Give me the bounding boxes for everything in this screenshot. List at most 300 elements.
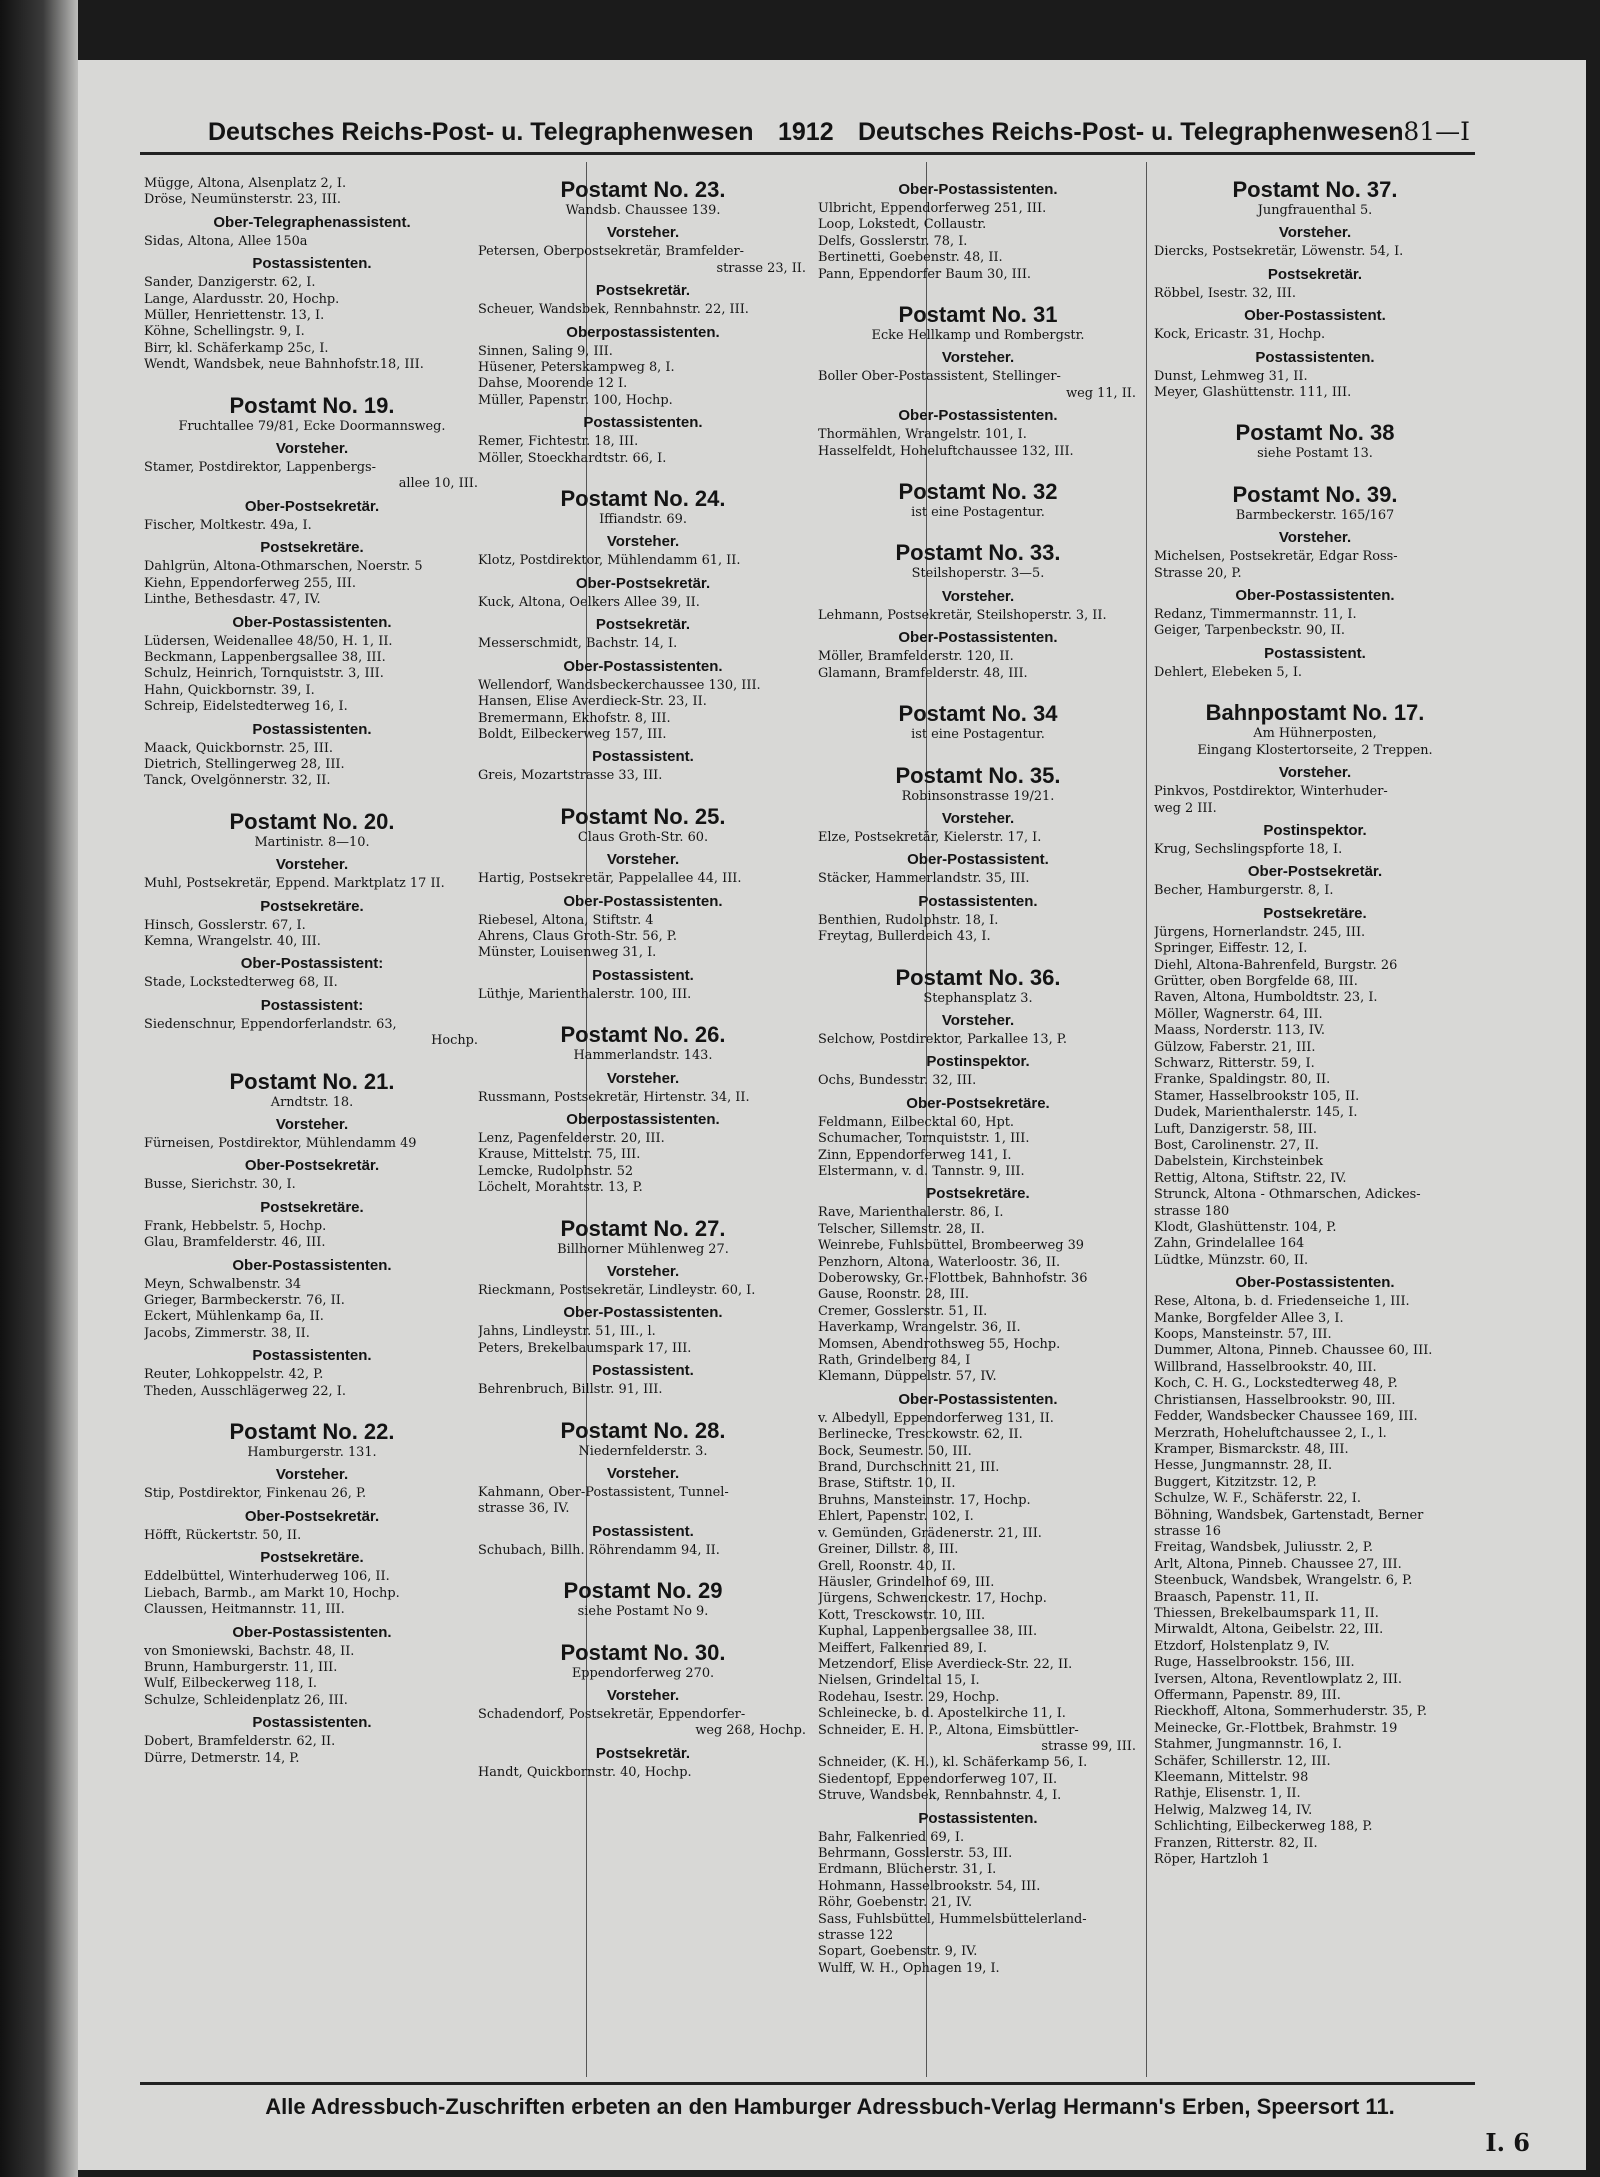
publisher-footer: Alle Adressbuch-Zuschriften erbeten an den Hamburger Adressbuch-Verlag Hermann's Erben, Speersort 11. bbox=[265, 2094, 1395, 2119]
office-address: Ecke Hellkamp und Rombergstr. bbox=[871, 328, 1085, 344]
entry-line: Möller, Wagnerstr. 64, III. bbox=[1154, 1006, 1323, 1022]
entry-continuation: allee 10, III. bbox=[398, 476, 478, 492]
entry-line: Boller Ober-Postassistent, Stellinger- bbox=[818, 369, 1061, 385]
office-heading: Postamt No. 39. bbox=[1232, 481, 1398, 507]
header-year: 1912 bbox=[778, 118, 834, 146]
entry-line: Kuck, Altona, Oelkers Allee 39, II. bbox=[478, 594, 700, 610]
entry-line: Schreip, Eidelstedterweg 16, I. bbox=[144, 699, 348, 715]
section-heading: Ober-Postsekretär. bbox=[244, 1157, 380, 1175]
page-signature: I. 6 bbox=[1485, 2128, 1530, 2157]
section-heading: Vorsteher. bbox=[606, 1069, 680, 1087]
entry-line: Sinnen, Saling 9, III. bbox=[478, 343, 613, 359]
section-heading: Ober-Postsekretär. bbox=[575, 574, 711, 592]
entry-line: Röbbel, Isestr. 32, III. bbox=[1154, 285, 1296, 301]
entry-line: Springer, Eiffestr. 12, I. bbox=[1154, 941, 1308, 957]
entry-line: Ehlert, Papenstr. 102, I. bbox=[818, 1509, 974, 1525]
entry-line: Iversen, Altona, Reventlowplatz 2, III. bbox=[1154, 1671, 1403, 1687]
entry-line: Becher, Hamburgerstr. 8, I. bbox=[1154, 883, 1334, 899]
entry-line: Russmann, Postsekretär, Hirtenstr. 34, II. bbox=[478, 1089, 750, 1105]
entry-line: Braasch, Papenstr. 11, II. bbox=[1154, 1589, 1319, 1605]
section-heading: Ober-Telegraphenassistent. bbox=[213, 213, 411, 231]
entry-line: Schäfer, Schillerstr. 12, III. bbox=[1154, 1753, 1331, 1769]
office-address: Fruchtallee 79/81, Ecke Doormannsweg. bbox=[178, 418, 446, 434]
entry-line: Elze, Postsekretär, Kielerstr. 17, I. bbox=[818, 829, 1042, 845]
entry-line: Feldmann, Eilbecktal 60, Hpt. bbox=[818, 1114, 1014, 1130]
office-heading: Postamt No. 20. bbox=[229, 808, 395, 834]
entry-line: Benthien, Rudolphstr. 18, I. bbox=[818, 912, 999, 928]
entry-continuation: Hochp. bbox=[431, 1033, 478, 1049]
entry-line: Petersen, Oberpostsekretär, Bramfelder- bbox=[478, 244, 744, 260]
section-heading: Ober-Postsekretäre. bbox=[906, 1094, 1050, 1112]
section-heading: Ober-Postassistenten. bbox=[898, 629, 1058, 647]
entry-line: Bremermann, Ekhofstr. 8, III. bbox=[478, 710, 671, 726]
office-address: Martinistr. 8—10. bbox=[254, 834, 370, 850]
entry-line: Böhning, Wandsbek, Gartenstadt, Berner bbox=[1154, 1507, 1424, 1523]
entry-line: Stahmer, Jungmannstr. 16, I. bbox=[1154, 1737, 1342, 1753]
office-heading: Postamt No. 36. bbox=[895, 964, 1061, 990]
entry-line: Sidas, Altona, Allee 150a bbox=[144, 233, 308, 249]
entry-line: Merzrath, Hoheluftchaussee 2, I., l. bbox=[1154, 1425, 1387, 1441]
entry-line: Etzdorf, Holstenplatz 9, IV. bbox=[1154, 1638, 1330, 1654]
entry-line: Behrenbruch, Billstr. 91, III. bbox=[478, 1382, 663, 1398]
entry-line: Krause, Mittelstr. 75, III. bbox=[478, 1147, 641, 1163]
entry-line: Selchow, Postdirektor, Parkallee 13, P. bbox=[818, 1031, 1067, 1047]
section-heading: Vorsteher. bbox=[941, 809, 1015, 827]
entry-line: Röhr, Goebenstr. 21, IV. bbox=[818, 1895, 973, 1911]
entry-line: Wellendorf, Wandsbeckerchaussee 130, III. bbox=[478, 677, 761, 693]
section-heading: Vorsteher. bbox=[606, 224, 680, 242]
section-heading: Ober-Postassistent. bbox=[907, 851, 1049, 869]
entry-line: Hinsch, Gosslerstr. 67, I. bbox=[144, 917, 306, 933]
entry-line: Siedentopf, Eppendorferweg 107, II. bbox=[818, 1771, 1058, 1787]
entry-line: Lüdersen, Weidenallee 48/50, H. 1, II. bbox=[144, 633, 393, 649]
section-heading: Ober-Postsekretär. bbox=[1247, 863, 1383, 881]
entry-line: Stamer, Hasselbrookstr 105, II. bbox=[1154, 1088, 1360, 1104]
entry-line: Kramper, Bismarckstr. 48, III. bbox=[1154, 1441, 1349, 1457]
entry-line: Häusler, Grindelhof 69, III. bbox=[818, 1574, 995, 1590]
header-right-title: Deutsches Reichs-Post- u. Telegraphenwesen bbox=[858, 118, 1404, 146]
entry-line: Erdmann, Blücherstr. 31, I. bbox=[818, 1862, 997, 1878]
entry-line: Willbrand, Hasselbrookstr. 40, III. bbox=[1154, 1359, 1377, 1375]
section-heading: Postsekretäre. bbox=[1263, 904, 1367, 922]
entry-line: Bertinetti, Goebenstr. 48, II. bbox=[818, 250, 1003, 266]
entry-line: v. Gemünden, Grädenerstr. 21, III. bbox=[818, 1525, 1042, 1541]
entry-continuation: strasse 23, II. bbox=[716, 260, 806, 276]
section-heading: Postsekretäre. bbox=[926, 1185, 1030, 1203]
entry-line: Meinecke, Gr.-Flottbek, Brahmstr. 19 bbox=[1154, 1720, 1398, 1736]
entry-line: Brand, Durchschnitt 21, III. bbox=[818, 1460, 1000, 1476]
entry-line: Rieckhoff, Altona, Sommerhuderstr. 35, P. bbox=[1154, 1704, 1427, 1720]
entry-line: Greis, Mozartstrasse 33, III. bbox=[478, 768, 663, 784]
office-address: Hamburgerstr. 131. bbox=[247, 1445, 377, 1461]
entry-line: Kott, Tresckowstr. 10, III. bbox=[818, 1607, 986, 1623]
entry-line: Mügge, Altona, Alsenplatz 2, I. bbox=[144, 176, 347, 191]
section-heading: Ober-Postassistenten. bbox=[563, 1304, 723, 1322]
section-heading: Postassistenten. bbox=[918, 1809, 1038, 1827]
office-address: Claus Groth-Str. 60. bbox=[577, 829, 709, 845]
section-heading: Ober-Postsekretär. bbox=[244, 497, 380, 515]
section-heading: Vorsteher. bbox=[1278, 764, 1352, 782]
entry-line: Dummer, Altona, Pinneb. Chaussee 60, III. bbox=[1154, 1343, 1433, 1359]
office-heading: Postamt No. 25. bbox=[560, 803, 726, 829]
entry-line: Theden, Ausschlägerweg 22, I. bbox=[144, 1383, 346, 1399]
entry-line: Claussen, Heitmannstr. 11, III. bbox=[144, 1602, 345, 1618]
entry-line: Glamann, Bramfelderstr. 48, III. bbox=[818, 665, 1028, 681]
entry-line: Liebach, Barmb., am Markt 10, Hochp. bbox=[144, 1585, 400, 1601]
entry-line: Dahlgrün, Altona-Othmarschen, Noerstr. 5 bbox=[144, 559, 423, 575]
section-heading: Postsekretäre. bbox=[260, 539, 364, 557]
entry-line: Fischer, Moltkestr. 49a, I. bbox=[144, 517, 312, 533]
header-left-title: Deutsches Reichs-Post- u. Telegraphenwesen bbox=[208, 118, 754, 146]
entry-line: Stamer, Postdirektor, Lappenbergs- bbox=[144, 460, 376, 476]
section-heading: Postassistenten. bbox=[252, 1347, 372, 1365]
entry-line: Jürgens, Hornerlandstr. 245, III. bbox=[1154, 924, 1366, 940]
entry-line: Jahns, Lindleystr. 51, III., l. bbox=[478, 1324, 656, 1340]
entry-line: Eckert, Mühlenkamp 6a, II. bbox=[144, 1309, 324, 1325]
office-address: Arndtstr. 18. bbox=[270, 1094, 354, 1110]
entry-line: Bruhns, Mansteinstr. 17, Hochp. bbox=[818, 1492, 1031, 1508]
entry-line: Dobert, Bramfelderstr. 62, II. bbox=[144, 1734, 336, 1750]
entry-line: Bock, Seumestr. 50, III. bbox=[818, 1443, 972, 1459]
entry-line: Schubach, Billh. Röhrendamm 94, II. bbox=[478, 1542, 720, 1558]
entry-line: Behrmann, Gosslerstr. 53, III. bbox=[818, 1846, 1013, 1861]
entry-line: Grieger, Barmbeckerstr. 76, II. bbox=[144, 1293, 345, 1309]
entry-line: Brunn, Hamburgerstr. 11, III. bbox=[144, 1659, 338, 1675]
section-heading: Vorsteher. bbox=[606, 533, 680, 551]
section-heading: Vorsteher. bbox=[275, 1116, 349, 1133]
entry-line: Pann, Eppendorfer Baum 30, III. bbox=[818, 266, 1032, 282]
entry-line: Meyn, Schwalbenstr. 34 bbox=[144, 1276, 302, 1292]
section-heading: Ober-Postassistenten. bbox=[898, 407, 1058, 425]
entry-line: Hohmann, Hasselbrookstr. 54, III. bbox=[818, 1878, 1041, 1894]
entry-line: Beckmann, Lappenbergsallee 38, III. bbox=[144, 649, 386, 665]
office-heading: Postamt No. 32 bbox=[898, 479, 1058, 505]
entry-line: Klotz, Postdirektor, Mühlendamm 61, II. bbox=[478, 553, 741, 569]
entry-line: Möller, Stoeckhardtstr. 66, I. bbox=[478, 450, 667, 466]
section-heading: Vorsteher. bbox=[606, 851, 680, 869]
office-heading: Postamt No. 24. bbox=[560, 486, 726, 512]
entry-line: Christiansen, Hasselbrookstr. 90, III. bbox=[1154, 1392, 1396, 1408]
entry-line: Dietrich, Stellingerweg 28, III. bbox=[144, 756, 345, 772]
entry-line: Wulff, W. H., Ophagen 19, I. bbox=[818, 1960, 1000, 1976]
entry-line: Dahse, Moorende 12 I. bbox=[478, 376, 628, 392]
entry-line: Birr, kl. Schäferkamp 25c, I. bbox=[144, 340, 329, 356]
section-heading: Vorsteher. bbox=[606, 1465, 680, 1483]
entry-line: Hasselfeldt, Hoheluftchaussee 132, III. bbox=[818, 443, 1074, 459]
section-heading: Vorsteher. bbox=[941, 349, 1015, 367]
entry-line: strasse 122 bbox=[818, 1928, 894, 1944]
book-binding-shadow bbox=[0, 0, 78, 2177]
entry-line: Strunck, Altona - Othmarschen, Adickes- bbox=[1154, 1187, 1421, 1203]
entry-line: Momsen, Abendrothsweg 55, Hochp. bbox=[818, 1336, 1061, 1352]
entry-line: Ruge, Hasselbrookstr. 156, III. bbox=[1154, 1655, 1355, 1671]
section-heading: Ober-Postassistenten. bbox=[563, 657, 723, 675]
entry-line: Redanz, Timmermannstr. 11, I. bbox=[1154, 607, 1357, 623]
office-heading: Postamt No. 23. bbox=[560, 177, 726, 202]
entry-line: Rettig, Altona, Stiftstr. 22, IV. bbox=[1154, 1170, 1347, 1186]
office-heading: Postamt No. 37. bbox=[1232, 177, 1398, 202]
office-address: Eingang Klostertorseite, 2 Treppen. bbox=[1197, 742, 1433, 758]
entry-line: Krug, Sechslingspforte 18, I. bbox=[1154, 841, 1343, 857]
header-rule bbox=[140, 152, 1475, 155]
section-heading: Postsekretär. bbox=[595, 616, 691, 634]
entry-line: Peters, Brekelbaumspark 17, III. bbox=[478, 1340, 692, 1356]
entry-line: Messerschmidt, Bachstr. 14, I. bbox=[478, 636, 678, 652]
entry-line: Schlichting, Eilbeckerweg 188, P. bbox=[1154, 1819, 1373, 1835]
entry-line: Boldt, Eilbeckerweg 157, III. bbox=[478, 726, 667, 742]
entry-line: Sass, Fuhlsbüttel, Hummelsbüttelerland- bbox=[818, 1911, 1087, 1927]
entry-line: Glau, Bramfelderstr. 46, III. bbox=[144, 1235, 326, 1251]
entry-line: Stade, Lockstedterweg 68, II. bbox=[144, 975, 338, 991]
office-address: Stephansplatz 3. bbox=[923, 990, 1033, 1006]
entry-line: Kuphal, Lappenbergsallee 38, III. bbox=[818, 1624, 1038, 1640]
column-3 bbox=[818, 176, 1138, 2076]
entry-line: Hesse, Jungmannstr. 28, II. bbox=[1154, 1458, 1333, 1474]
entry-line: v. Albedyll, Eppendorferweg 131, II. bbox=[818, 1410, 1054, 1426]
entry-line: Maack, Quickbornstr. 25, III. bbox=[144, 740, 334, 756]
entry-line: Kock, Ericastr. 31, Hochp. bbox=[1154, 327, 1326, 343]
entry-line: Siedenschnur, Eppendorferlandstr. 63, bbox=[144, 1016, 397, 1032]
section-heading: Postinspektor. bbox=[1263, 821, 1367, 839]
section-heading: Ober-Postassistent: bbox=[240, 955, 384, 973]
entry-line: Müller, Papenstr. 100, Hochp. bbox=[478, 392, 673, 408]
entry-line: Ochs, Bundesstr. 32, III. bbox=[818, 1073, 977, 1089]
section-heading: Postassistenten. bbox=[252, 255, 372, 273]
entry-line: Köhne, Schellingstr. 9, I. bbox=[144, 324, 305, 340]
section-heading: Postsekretär. bbox=[595, 1744, 691, 1762]
office-address: Am Hühnerposten, bbox=[1253, 726, 1377, 742]
entry-line: Jürgens, Schwenckestr. 17, Hochp. bbox=[818, 1591, 1047, 1607]
entry-line: strasse 180 bbox=[1154, 1203, 1230, 1219]
entry-line: Arlt, Altona, Pinneb. Chaussee 27, III. bbox=[1154, 1556, 1402, 1572]
entry-line: Kiehn, Eppendorferweg 255, III. bbox=[144, 575, 356, 591]
office-address: Iffiandstr. 69. bbox=[599, 512, 687, 528]
column-1 bbox=[144, 176, 480, 2076]
section-heading: Oberpostassistenten. bbox=[566, 1110, 720, 1128]
entry-line: Dudek, Marienthalerstr. 145, I. bbox=[1154, 1105, 1358, 1121]
office-address: Robinsonstrasse 19/21. bbox=[901, 788, 1055, 804]
entry-line: Röper, Hartzloh 1 bbox=[1154, 1852, 1270, 1868]
entry-line: Rave, Marienthalerstr. 86, I. bbox=[818, 1205, 1004, 1221]
entry-line: Metzendorf, Elise Averdieck-Str. 22, II. bbox=[818, 1656, 1073, 1672]
section-heading: Postassistenten. bbox=[583, 414, 703, 432]
entry-line: Lehmann, Postsekretär, Steilshoperstr. 3, II. bbox=[818, 607, 1107, 623]
entry-line: Stip, Postdirektor, Finkenau 26, P. bbox=[144, 1486, 367, 1502]
entry-line: Sander, Danzigerstr. 62, I. bbox=[144, 275, 316, 291]
entry-line: Remer, Fichtestr. 18, III. bbox=[478, 434, 639, 450]
section-heading: Vorsteher. bbox=[275, 440, 349, 458]
entry-line: Penzhorn, Altona, Waterloostr. 36, II. bbox=[818, 1254, 1061, 1270]
entry-line: Franzen, Ritterstr. 82, II. bbox=[1154, 1835, 1318, 1851]
office-address: Wandsb. Chaussee 139. bbox=[565, 203, 721, 218]
entry-line: Thormählen, Wrangelstr. 101, I. bbox=[818, 427, 1027, 443]
entry-line: Schumacher, Tornquiststr. 1, III. bbox=[818, 1131, 1030, 1147]
entry-line: Schleinecke, b. d. Apostelkirche 11, I. bbox=[818, 1706, 1066, 1722]
entry-line: Steenbuck, Wandsbek, Wrangelstr. 6, P. bbox=[1154, 1573, 1413, 1589]
office-address: Niedernfelderstr. 3. bbox=[578, 1443, 708, 1459]
office-heading: Postamt No. 33. bbox=[895, 540, 1061, 566]
entry-line: Rese, Altona, b. d. Friedenseiche 1, III. bbox=[1154, 1294, 1410, 1310]
section-heading: Postsekretär. bbox=[1267, 265, 1363, 283]
entry-line: Freytag, Bullerdeich 43, I. bbox=[818, 929, 991, 945]
section-heading: Ober-Postsekretär. bbox=[244, 1507, 380, 1525]
footer-rule bbox=[140, 2082, 1475, 2085]
entry-line: Löchelt, Morahtstr. 13, P. bbox=[478, 1180, 643, 1196]
section-heading: Postassistent. bbox=[592, 1522, 694, 1540]
entry-line: Weinrebe, Fuhlsbüttel, Brombeerweg 39 bbox=[818, 1238, 1084, 1254]
entry-line: Lemcke, Rudolphstr. 52 bbox=[478, 1163, 634, 1179]
entry-line: Loop, Lokstedt, Collaustr. bbox=[818, 217, 987, 233]
entry-line: Zahn, Grindelallee 164 bbox=[1154, 1236, 1305, 1252]
section-heading: Ober-Postassistenten. bbox=[232, 1256, 392, 1274]
entry-line: Brase, Stiftstr. 10, II. bbox=[818, 1476, 956, 1492]
entry-line: Thiessen, Brekelbaumspark 11, II. bbox=[1154, 1605, 1379, 1621]
office-heading: Postamt No. 34 bbox=[898, 701, 1058, 727]
entry-line: Stäcker, Hammerlandstr. 35, III. bbox=[818, 871, 1030, 887]
office-address: ist eine Postagentur. bbox=[911, 727, 1045, 743]
office-heading: Postamt No. 30. bbox=[560, 1639, 726, 1665]
entry-line: Offermann, Papenstr. 89, III. bbox=[1154, 1688, 1341, 1703]
running-header bbox=[128, 112, 1470, 152]
section-heading: Vorsteher. bbox=[1278, 224, 1352, 242]
entry-line: Rathje, Elisenstr. 1, II. bbox=[1154, 1786, 1301, 1802]
entry-line: Eddelbüttel, Winterhuderweg 106, II. bbox=[144, 1569, 390, 1585]
section-heading: Postassistent. bbox=[592, 748, 694, 766]
section-heading: Postsekretäre. bbox=[260, 1198, 364, 1216]
entry-line: Lange, Alardusstr. 20, Hochp. bbox=[144, 291, 340, 307]
entry-line: Helwig, Malzweg 14, IV. bbox=[1154, 1802, 1313, 1818]
section-heading: Postinspektor. bbox=[926, 1053, 1030, 1071]
entry-line: Greiner, Dillstr. 8, III. bbox=[818, 1542, 959, 1558]
entry-continuation: weg 11, II. bbox=[1066, 385, 1136, 401]
entry-line: Schneider, E. H. P., Altona, Eimsbüttler- bbox=[818, 1722, 1079, 1738]
entry-line: Grell, Roonstr. 40, II. bbox=[818, 1558, 956, 1574]
entry-line: weg 2 III. bbox=[1154, 800, 1217, 816]
entry-line: Klodt, Glashüttenstr. 104, P. bbox=[1154, 1220, 1337, 1236]
entry-line: Diercks, Postsekretär, Löwenstr. 54, I. bbox=[1154, 244, 1404, 260]
section-heading: Postsekretäre. bbox=[260, 897, 364, 915]
entry-line: Münster, Louisenweg 31, I. bbox=[478, 945, 657, 961]
entry-line: Sopart, Goebenstr. 9, IV. bbox=[818, 1944, 978, 1960]
entry-line: Müller, Henriettenstr. 13, I. bbox=[144, 308, 325, 324]
section-heading: Vorsteher. bbox=[275, 856, 349, 874]
column-divider bbox=[1146, 162, 1147, 2077]
entry-line: Kleemann, Mittelstr. 98 bbox=[1154, 1770, 1309, 1786]
office-heading: Postamt No. 29 bbox=[563, 1578, 723, 1604]
entry-line: Luft, Danzigerstr. 58, III. bbox=[1154, 1121, 1317, 1137]
entry-line: Doberowsky, Gr.-Flottbek, Bahnhofstr. 36 bbox=[818, 1271, 1088, 1286]
entry-line: Rath, Grindelberg 84, I bbox=[818, 1353, 971, 1369]
section-heading: Ober-Postassistenten. bbox=[563, 892, 723, 910]
office-heading: Postamt No. 35. bbox=[895, 762, 1061, 788]
entry-line: Manke, Borgfelder Allee 3, I. bbox=[1154, 1310, 1344, 1326]
section-heading: Postassistent. bbox=[592, 966, 694, 984]
entry-line: Höfft, Rückertstr. 50, II. bbox=[144, 1527, 302, 1543]
entry-line: Koch, C. H. G., Lockstedterweg 48, P. bbox=[1154, 1376, 1398, 1392]
entry-line: Riebesel, Altona, Stiftstr. 4 bbox=[478, 912, 654, 928]
entry-line: Pinkvos, Postdirektor, Winterhuder- bbox=[1154, 784, 1388, 800]
entry-continuation: strasse 99, III. bbox=[1041, 1738, 1136, 1754]
office-heading: Postamt No. 31 bbox=[898, 302, 1058, 328]
entry-line: Cremer, Gosslerstr. 51, II. bbox=[818, 1303, 988, 1319]
section-heading: Ober-Postassistenten. bbox=[898, 1390, 1058, 1408]
section-heading: Ober-Postassistenten. bbox=[232, 613, 392, 631]
entry-line: Jacobs, Zimmerstr. 38, II. bbox=[144, 1325, 310, 1341]
entry-line: Fürneisen, Postdirektor, Mühlendamm 49 bbox=[144, 1136, 417, 1151]
entry-line: Hahn, Quickbornstr. 39, I. bbox=[144, 682, 315, 698]
section-heading: Vorsteher. bbox=[941, 1011, 1015, 1029]
entry-line: Busse, Sierichstr. 30, I. bbox=[144, 1177, 296, 1193]
entry-line: Klemann, Düppelstr. 57, IV. bbox=[818, 1369, 997, 1385]
entry-line: Hansen, Elise Averdieck-Str. 23, II. bbox=[478, 694, 707, 710]
office-address: siehe Postamt 13. bbox=[1257, 446, 1373, 462]
entry-line: Lüthje, Marienthalerstr. 100, III. bbox=[478, 986, 692, 1002]
section-heading: Vorsteher. bbox=[606, 1687, 680, 1705]
entry-line: Wulf, Eilbeckerweg 118, I. bbox=[144, 1676, 318, 1692]
entry-line: Fedder, Wandsbecker Chaussee 169, III. bbox=[1154, 1409, 1418, 1425]
section-heading: Postsekretäre. bbox=[260, 1549, 364, 1567]
entry-line: strasse 36, IV. bbox=[478, 1501, 570, 1517]
entry-line: Gause, Roonstr. 28, III. bbox=[818, 1287, 969, 1303]
entry-line: Möller, Bramfelderstr. 120, II. bbox=[818, 649, 1014, 665]
entry-line: Handt, Quickbornstr. 40, Hochp. bbox=[478, 1764, 692, 1780]
section-heading: Vorsteher. bbox=[1278, 529, 1352, 547]
entry-line: Geiger, Tarpenbeckstr. 90, II. bbox=[1154, 623, 1346, 639]
column-4 bbox=[1154, 176, 1476, 2076]
entry-line: Wendt, Wandsbek, neue Bahnhofstr.18, III. bbox=[144, 357, 424, 373]
header-page-number: 81—I bbox=[1403, 117, 1470, 146]
office-heading: Postamt No. 22. bbox=[229, 1419, 395, 1445]
entry-line: Schneider, (K. H.), kl. Schäferkamp 56, I. bbox=[818, 1755, 1088, 1771]
column-2 bbox=[478, 176, 808, 2076]
office-address: Jungfrauenthal 5. bbox=[1257, 203, 1373, 218]
office-heading: Postamt No. 26. bbox=[560, 1022, 726, 1048]
entry-line: Lüdtke, Münzstr. 60, II. bbox=[1154, 1252, 1309, 1268]
entry-line: Dehlert, Elebeken 5, I. bbox=[1154, 664, 1303, 680]
entry-line: Berlinecke, Tresckowstr. 62, II. bbox=[818, 1427, 1023, 1443]
section-heading: Postassistent. bbox=[592, 1362, 694, 1380]
entry-line: Schulze, W. F., Schäferstr. 22, I. bbox=[1154, 1491, 1361, 1507]
office-address: Eppendorferweg 270. bbox=[571, 1665, 715, 1681]
entry-line: Frank, Hebbelstr. 5, Hochp. bbox=[144, 1218, 327, 1234]
entry-line: Scheuer, Wandsbek, Rennbahnstr. 22, III. bbox=[478, 302, 749, 318]
office-address: Steilshoperstr. 3—5. bbox=[911, 566, 1045, 582]
section-heading: Ober-Postassistent. bbox=[1244, 307, 1386, 325]
entry-line: Bost, Carolinenstr. 27, II. bbox=[1154, 1138, 1319, 1153]
office-address: Barmbeckerstr. 165/167 bbox=[1235, 507, 1395, 523]
entry-line: Rodehau, Isestr. 29, Hochp. bbox=[818, 1689, 1000, 1705]
entry-line: Dröse, Neumünsterstr. 23, III. bbox=[144, 192, 342, 208]
entry-line: Haverkamp, Wrangelstr. 36, II. bbox=[818, 1320, 1021, 1336]
section-heading: Ober-Postassistenten. bbox=[232, 1623, 392, 1641]
entry-line: Linthe, Bethesdastr. 47, IV. bbox=[144, 592, 321, 608]
section-heading: Ober-Postassistenten. bbox=[898, 181, 1058, 198]
entry-line: Struve, Wandsbek, Rennbahnstr. 4, I. bbox=[818, 1788, 1062, 1804]
entry-line: Franke, Spaldingstr. 80, II. bbox=[1154, 1072, 1331, 1088]
entry-line: Bahr, Falkenried 69, I. bbox=[818, 1829, 965, 1845]
entry-line: Rieckmann, Postsekretär, Lindleystr. 60, I. bbox=[478, 1283, 756, 1298]
section-heading: Postsekretär. bbox=[595, 282, 691, 300]
office-address: Billhorner Mühlenweg 27. bbox=[557, 1241, 729, 1257]
office-address: Hammerlandstr. 143. bbox=[573, 1048, 713, 1064]
entry-line: Strasse 20, P. bbox=[1154, 565, 1242, 581]
entry-line: Telscher, Sillemstr. 28, II. bbox=[818, 1221, 985, 1237]
section-heading: Vorsteher. bbox=[275, 1466, 349, 1484]
entry-line: Schulz, Heinrich, Tornquiststr. 3, III. bbox=[144, 666, 384, 682]
section-heading: Postassistenten. bbox=[1255, 348, 1375, 366]
entry-line: Dabelstein, Kirchsteinbek bbox=[1154, 1154, 1324, 1170]
entry-line: Nielsen, Grindeltal 15, I. bbox=[818, 1673, 980, 1689]
